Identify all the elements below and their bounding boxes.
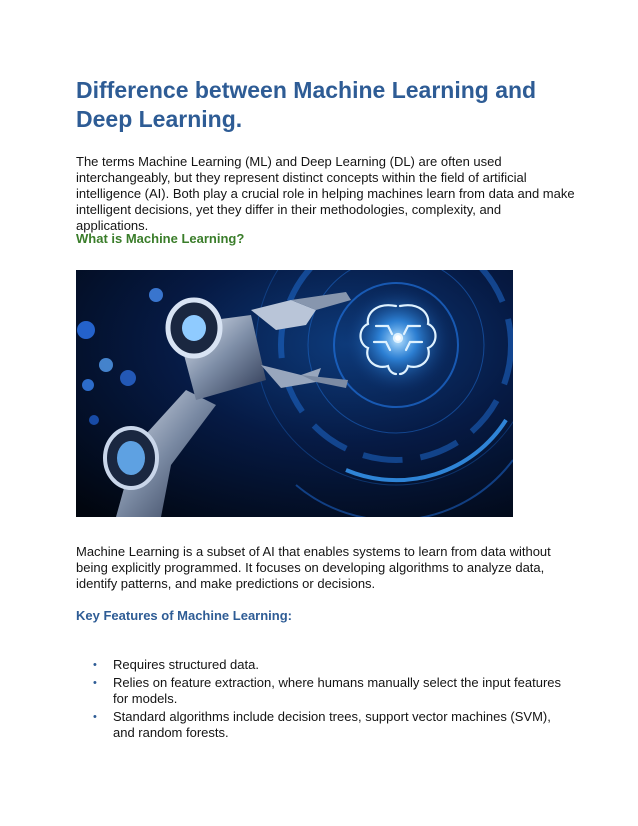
list-item: [76, 709, 576, 741]
intro-paragraph: The terms Machine Learning (ML) and Deep Learning (DL) are often used interchangeably, but they represent distinct concepts within the field of artificial intelligence (AI). Both play a crucial role in helping machines learn from data and make intelligent decisions, yet they differ in their methodologies, complexity, and applications.: [76, 154, 575, 233]
bullet-icon: •: [93, 659, 97, 671]
bullet-icon: •: [93, 677, 97, 689]
ml-description-paragraph: Machine Learning is a subset of AI that enables systems to learn from data without being explicitly programmed. It focuses on developing algorithms to analyze data, identify patterns, and make predictions or decisions.: [76, 544, 551, 591]
robot-arm-brain-illustration: [76, 270, 513, 517]
hero-image: [76, 270, 513, 517]
section-heading-ml: What is Machine Learning?: [76, 231, 245, 246]
list-item: [76, 657, 576, 673]
list-item-text: Requires structured data.: [113, 657, 259, 672]
list-item-text: Standard algorithms include decision trees, support vector machines (SVM), and random forests.: [113, 709, 551, 740]
features-heading: Key Features of Machine Learning:: [76, 608, 292, 623]
bullet-icon: •: [93, 711, 97, 723]
page-title: Difference between Machine Learning and Deep Learning.: [76, 77, 537, 132]
list-item-text: Relies on feature extraction, where humans manually select the input features for models.: [113, 675, 562, 706]
features-list: [76, 657, 576, 743]
list-item: [76, 675, 576, 707]
